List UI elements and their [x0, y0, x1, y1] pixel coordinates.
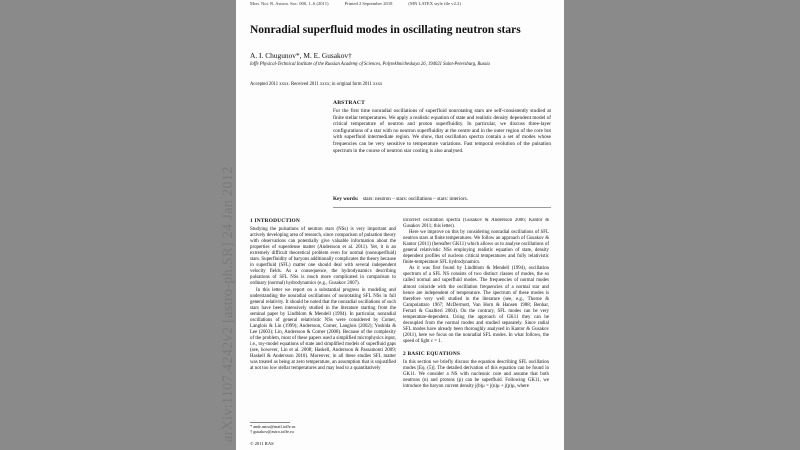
style-file-note: (MN LATEX style file v2.2) — [408, 1, 461, 6]
abstract-text: For the first time nonradial oscillations of superfluid nonrotating stars are self-consistently studied at finite stellar temperatures. We apply a realistic equation of state and realistic density dependent model of critical temperature of neutron and proton superfluidity. In particular, we discuss three-layer configurations of a star with no neutron superfluidity at the centre and in the outer region of the core but with superfluid intermediate region. We show, that oscillation spectra contain a set of modes whose frequencies can be very sensitive to temperature variations. Fast temporal evolution of the pulsation spectrum in the course of neutron star cooling is also analysed. — [333, 108, 551, 154]
right-column — [403, 218, 549, 432]
right-paragraph-3: As it was first found by Lindblom & Mendell (1994), oscillation spectrum of a SFL NS consists of two distinct classes of modes, the so called normal and superfluid modes. The frequencies of normal modes almost coincide with the oscillation frequencies of a normal star and hence are independent of temperature. The spectrum of these modes is therefore very well studied in the literature (see, e.g., Thorne & Campolattaro 1967; McDermott, Van Horn & Hansen 1988; Benhar, Ferrari & Gualtieri 2004). On the contrary, SFL modes can be very temperature-dependent. Using the approach of GK11 they can be decoupled from the normal modes and studied separately. Since radial SFL modes have already been thoroughly analysed in Kantor & Gusakov (2011), here we focus on the nonradial SFL modes. In what follows, the speed of light c = 1. — [403, 266, 549, 344]
paper-authors: A. I. Chugunov*, M. E. Gusakov† — [250, 51, 352, 60]
journal-citation: Mon. Not. R. Astron. Soc. 000, 1–6 (2011) — [250, 1, 329, 6]
submission-dates: Accepted 2011 xxxx. Received 2011 xxxx; in original form 2011 xxxx — [250, 82, 383, 87]
footnote-rule — [250, 422, 290, 423]
section-introduction-title: 1 INTRODUCTION — [250, 218, 300, 224]
paper-page — [236, 0, 564, 450]
right-paragraph-1: incorrect oscillation spectra (Gusakov & Andersson 2006; Kantor & Gusakov 2011; this letter). — [403, 218, 549, 230]
footnote-email-1: * andr.astro@mail.ioffe.ru — [250, 424, 296, 429]
intro-paragraph-1: Studying the pulsations of neutron stars (NSs) is very important and actively developing area of research, since comparison of pulsation theory with observations can potentially give valuable information about the properties of superdense matter (Andersson et al. 2011). Yet, it is an extremely difficult theoretical problem even for normal (nonsuperfluid) stars. Superfluidity of baryons additionally complicates the theory because in superfluid (SFL) matter one should deal with several independent velocity fields. As a consequence, the hydrodynamics describing pulsations of SFL NSs is much more complicated in comparison to ordinary (normal) hydrodynamics (e.g., Gusakov 2007). — [250, 227, 396, 287]
copyright-notice: © 2011 RAS — [250, 441, 274, 446]
basic-equations-paragraph: In this section we briefly discuss the equation describing SFL oscillation modes [Eq. (5)]. The detailed derivation of this equation can be found in GK11. We consider a NS with nucleonic core and assume that both neutrons (n) and protons (p) can be superfluid. Following GK11, we introduce the baryon current density j(b)μ = j(n)μ + j(p)μ, where — [403, 360, 549, 390]
author-affiliation: Ioffe Physical-Technical Institute of the Russian Academy of Sciences, Polytekhnicheskaya 26, 194021 Saint-Petersburg, Russia — [250, 62, 490, 67]
keywords-line — [333, 196, 551, 202]
footnote-email-2: † gusakov@astro.ioffe.ru — [250, 429, 294, 435]
footnotes — [250, 422, 396, 435]
arxiv-identifier-stamp: arXiv:1107.4242v2 [astro-ph.SR] 24 Jan 2012 — [220, 166, 236, 442]
paper-title: Nonradial superfluid modes in oscillating neutron stars — [250, 24, 521, 36]
left-column — [250, 218, 396, 435]
intro-paragraph-2: In this letter we report on a substantial progress in modeling and understanding the nonradial oscillations of nonrotating SFL NSs in full general relativity. It should be noted that the nonradial oscillations of such stars have been intensively studied in the literature starting from the seminal paper by Lindblom & Mendell (1994). In particular, nonradial oscillations of general relativistic NSs were considered by Comer, Langlois & Lin (1999); Andersson, Comer, Langlois (2002); Yoshida & Lee (2003); Lin, Andersson & Comer (2008). Because of the complexity of the problem, most of these papers used a simplified microphysics input, i.e., toy-model equations of state and simplified models of superfluid gaps (see, however, Lin et al. 2008; Haskell, Andersson & Passamonti 2009; Haskell & Andersson 2010). Moreover, in all these studies SFL matter was treated as being at zero temperature, an assumption that is unjustified at not too low stellar temperatures and may lead to a quantitatively — [250, 287, 396, 372]
printed-date: Printed 2 September 2018 — [344, 1, 393, 6]
section-basic-equations-title: 2 BASIC EQUATIONS — [403, 350, 461, 357]
running-header — [250, 1, 550, 6]
right-paragraph-2: Here we improve on this by considering nonradial oscillations of SFL neutron stars at finite temperatures. We follow an approach of Gusakov & Kantor (2011) (hereafter GK11) which allows us to analyse oscillations of general relativistic NSs employing realistic equation of state, density dependent profiles of nucleon critical temperatures and fully relativistic finite-temperature SFL hydrodynamics. — [403, 230, 549, 266]
abstract-divider — [333, 207, 551, 208]
abstract-heading: ABSTRACT — [333, 100, 366, 106]
keywords-label: Key words: — [333, 196, 359, 202]
keywords-list: stars: neutron – stars: oscillations – stars: interiors. — [362, 196, 468, 202]
